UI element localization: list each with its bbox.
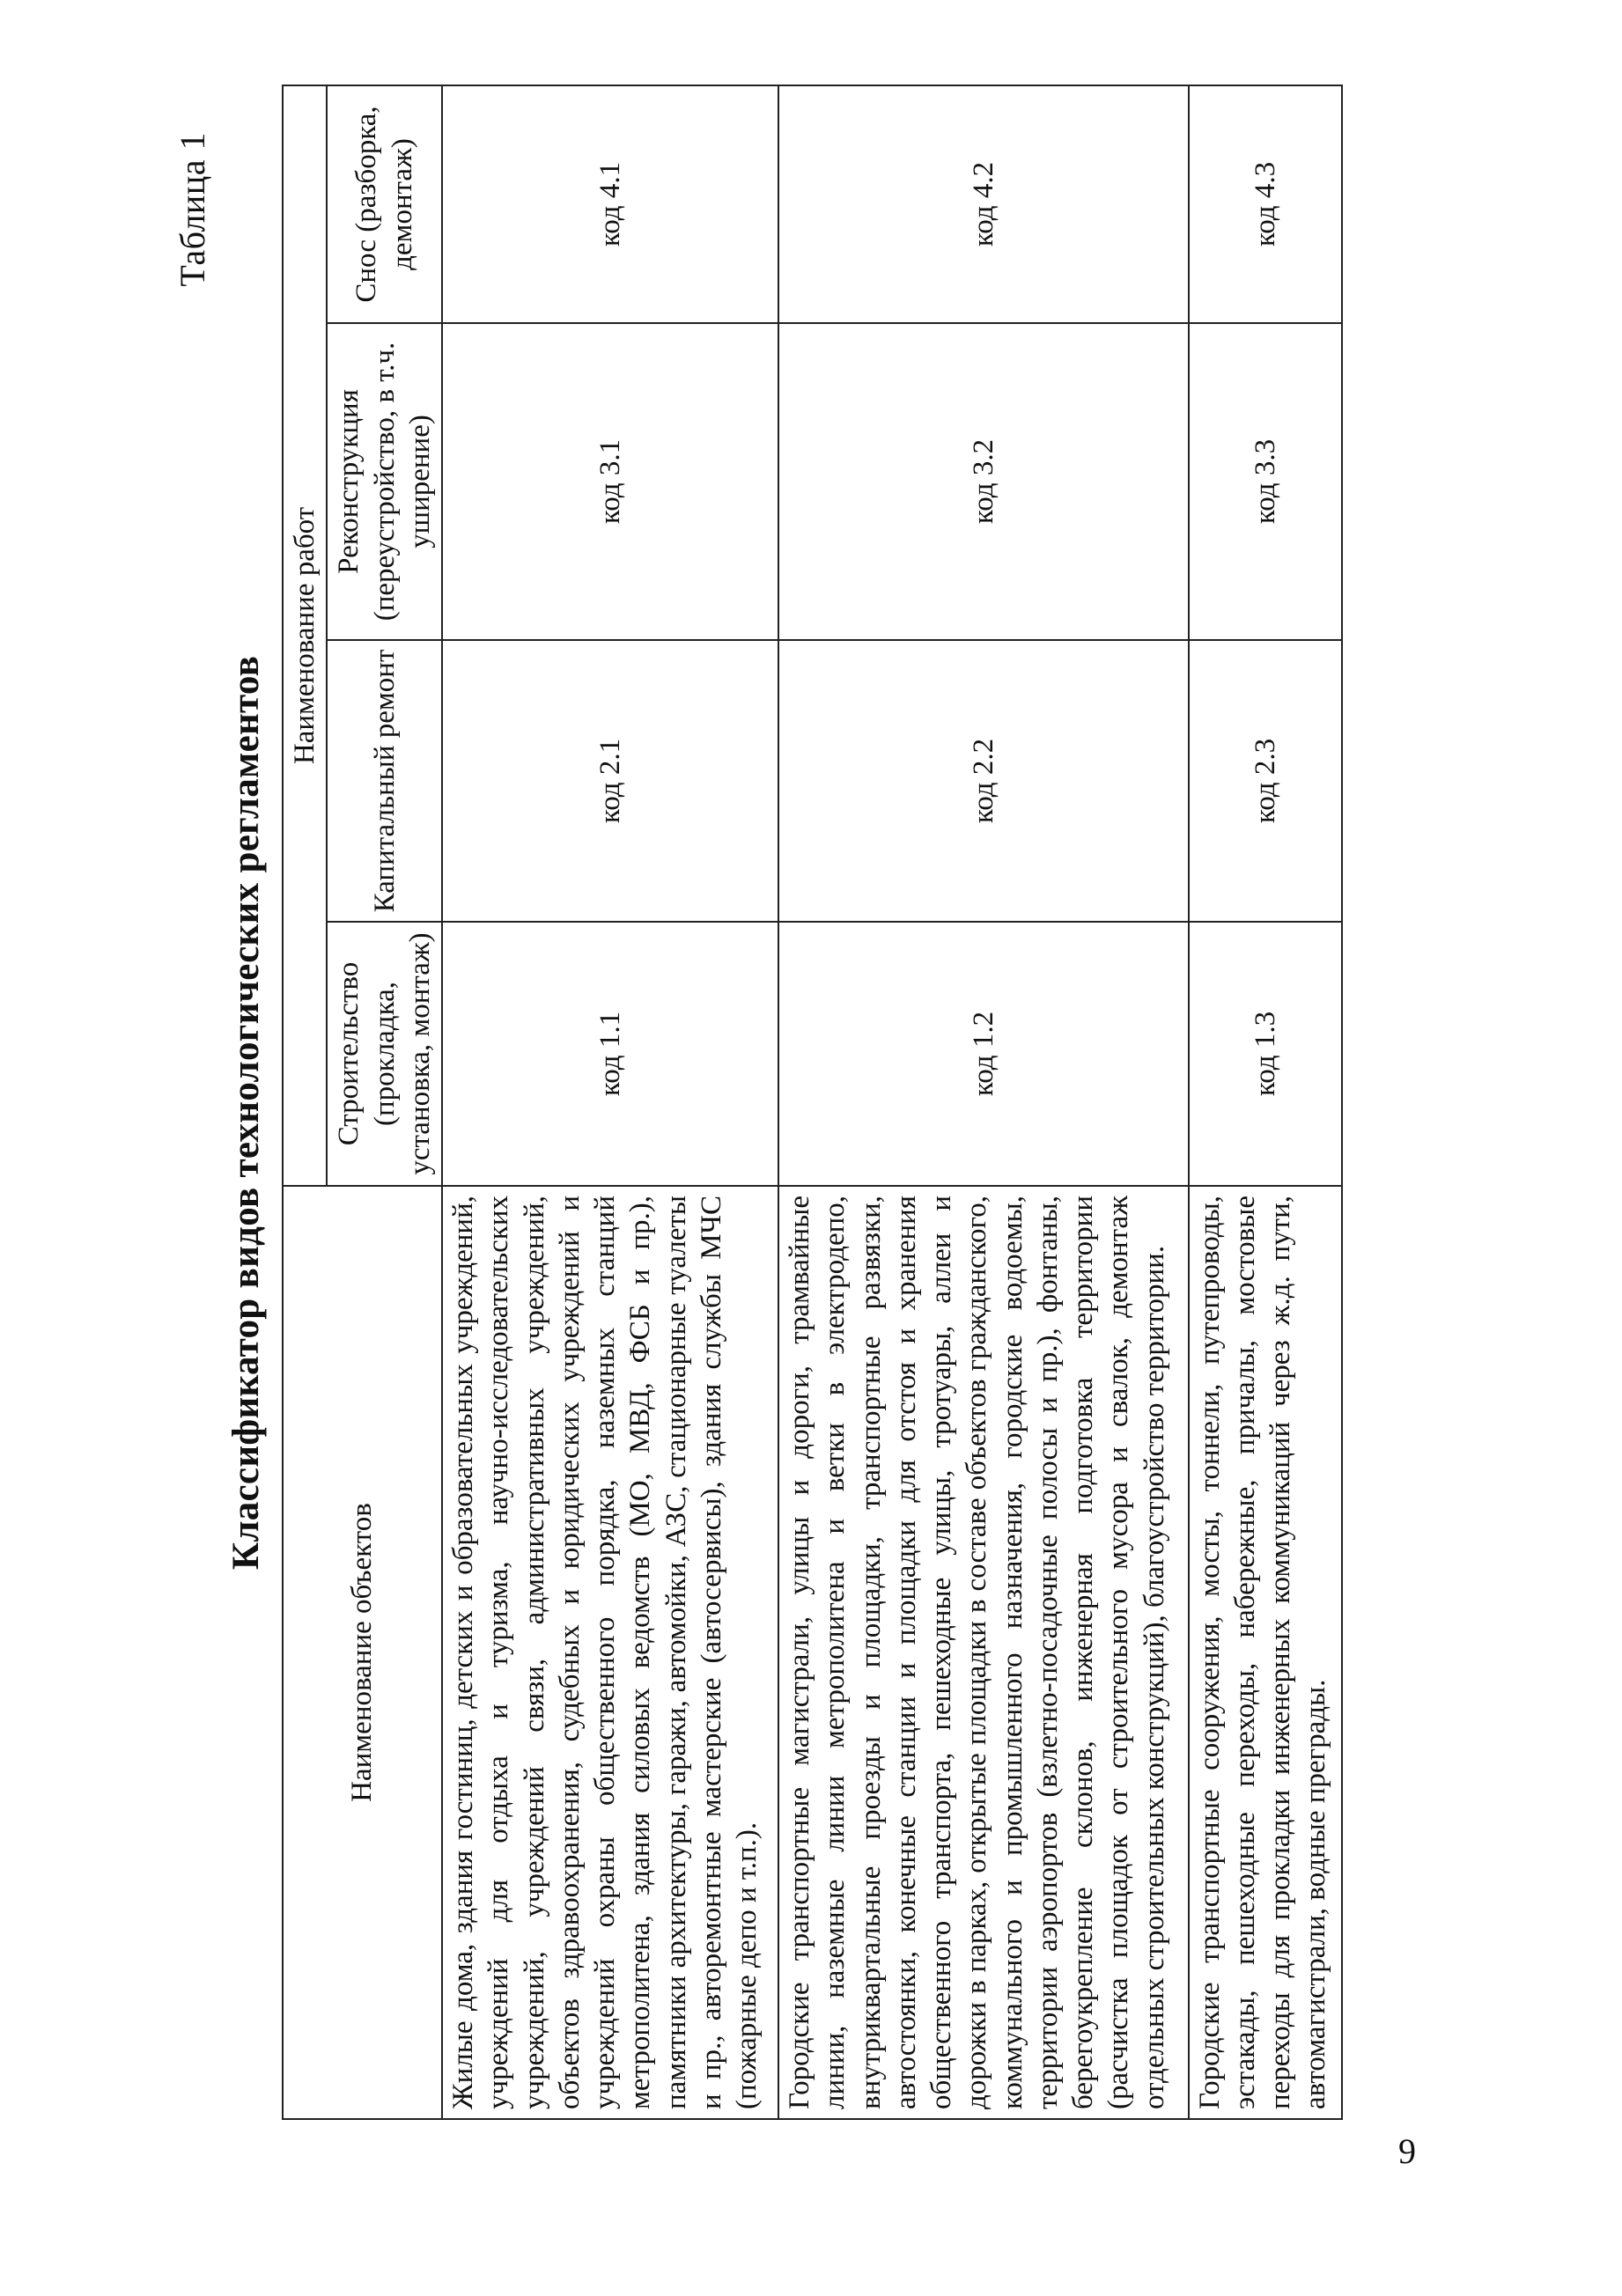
objects-cell: Жилые дома, здания гостиниц, детских и образовательных учреждений, учреждений для отдыха и туризма, научно-исследовательских учреждений, учреждений связи, административных учреждений, объектов здравоохранения, судебных и юридических учреждений и учреждений охраны общественного порядка, наземных станций метрополитена, здания силовых ведомств (МО, МВД, ФСБ и пр.), памятники архитектуры, гаражи, автомойки, АЗС, стационарные туалеты и пр., авторемонтные мастерские (автосервисы), здания службы МЧС (пожарные депо и т.п.). [442, 1186, 778, 2119]
code-cell: код 3.3 [1189, 323, 1342, 640]
table-row [1189, 85, 1342, 2119]
code-cell: код 1.2 [778, 922, 1188, 1186]
table-label: Таблица 1 [173, 132, 212, 287]
page-number: 9 [1398, 2131, 1416, 2171]
code-cell: код 4.3 [1189, 85, 1342, 323]
header-construction: Строительство (прокладка, установка, монтаж) [327, 922, 442, 1186]
code-cell: код 4.1 [442, 85, 778, 323]
header-objects: Наименование объектов [283, 1186, 442, 2119]
table-row [442, 85, 778, 2119]
code-cell: код 2.1 [442, 640, 778, 922]
code-cell: код 2.2 [778, 640, 1188, 922]
code-cell: код 4.2 [778, 85, 1188, 323]
code-cell: код 1.1 [442, 922, 778, 1186]
classifier-table [282, 85, 1343, 2120]
code-cell: код 3.1 [442, 323, 778, 640]
document-title: Классификатор видов технологических регламентов [225, 655, 267, 1571]
header-reconstruction: Реконструкция (переустройство, в т.ч. уширение) [327, 323, 442, 640]
objects-cell: Городские транспортные магистрали, улицы и дороги, трамвайные линии, наземные линии метрополитена и ветки в электродепо, внутриквартальные проезды и площадки, транспортные развязки, автостоянки, конечные станции и площадки для отстоя и хранения общественного транспорта, пешеходные улицы, тротуары, аллеи и дорожки в парках, открытые площадки в составе объектов гражданского, коммунального и промышленного назначения, городские водоемы, территории аэропортов (взлетно-посадочные полосы и пр.), фонтаны, берегоукрепление склонов, инженерная подготовка территории (расчистка площадок от строительного мусора и свалок, демонтаж отдельных строительных конструкций), благоустройство территории. [778, 1186, 1188, 2119]
header-capital-repair: Капитальный ремонт [327, 640, 442, 922]
header-works: Наименование работ [283, 85, 327, 1186]
code-cell: код 1.3 [1189, 922, 1342, 1186]
header-demolition: Снос (разборка, демонтаж) [327, 85, 442, 323]
objects-cell: Городские транспортные сооружения, мосты, тоннели, путепроводы, эстакады, пешеходные переходы, набережные, причалы, мостовые переходы для прокладки инженерных коммуникаций через ж.д. пути, автомагистрали, водные преграды. [1189, 1186, 1342, 2119]
code-cell: код 2.3 [1189, 640, 1342, 922]
table-row [778, 85, 1188, 2119]
code-cell: код 3.2 [778, 323, 1188, 640]
